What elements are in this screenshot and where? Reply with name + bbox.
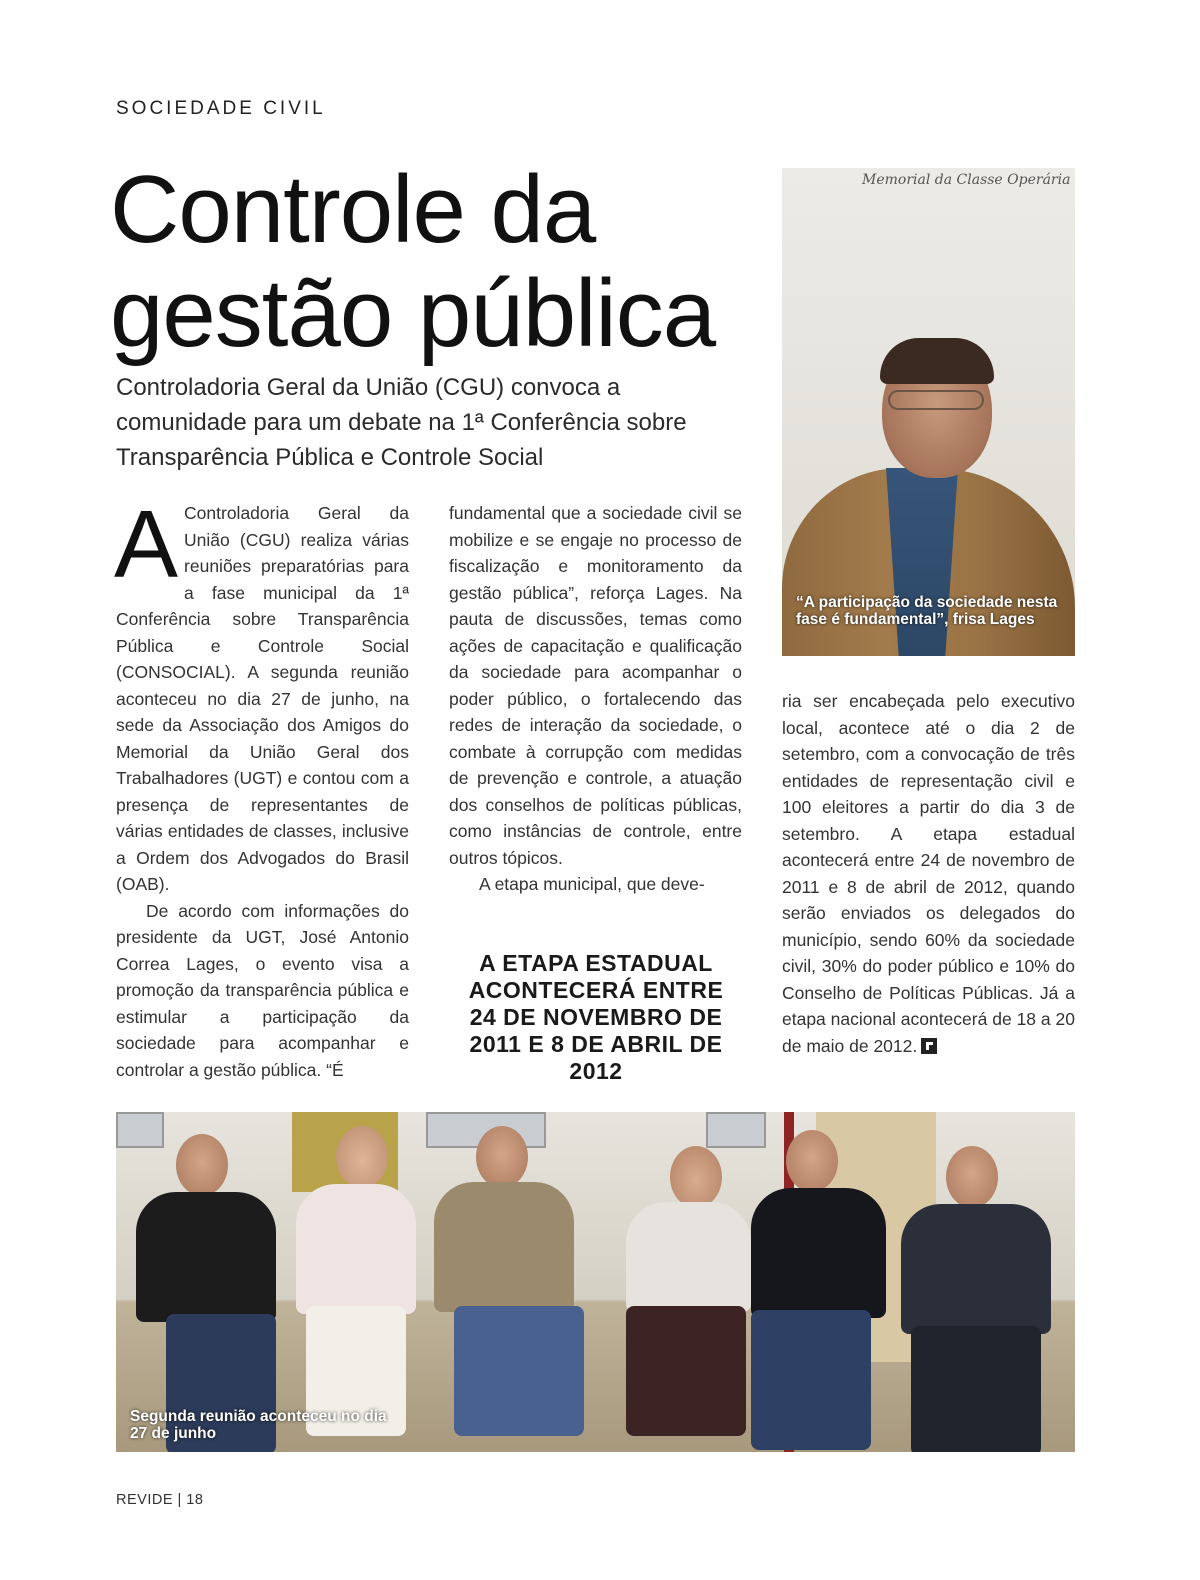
window-shape bbox=[706, 1112, 766, 1148]
article-subtitle: Controladoria Geral da União (CGU) convoca a comunidade para um debate na 1ª Conferência sobre Transparência Pública e Controle Social bbox=[116, 374, 687, 471]
text-column-3 bbox=[782, 688, 1075, 1059]
person-head bbox=[176, 1134, 228, 1196]
hair-shape bbox=[880, 338, 994, 384]
paragraph bbox=[114, 491, 409, 898]
end-mark-icon bbox=[921, 1038, 937, 1054]
person-torso bbox=[434, 1182, 574, 1312]
title-line-2: gestão pública bbox=[110, 260, 716, 367]
person-torso bbox=[296, 1184, 416, 1314]
pull-quote: A ETAPA ESTADUAL ACONTECERÁ ENTRE 24 DE NOVEMBRO DE 2011 E 8 DE ABRIL DE 2012 bbox=[468, 950, 724, 1084]
person-head bbox=[476, 1126, 528, 1188]
section-label: SOCIEDADE CIVIL bbox=[116, 98, 326, 119]
person-legs bbox=[454, 1306, 584, 1436]
paragraph-text: ria ser encabeçada pelo executivo local, acontece até o dia 2 de setembro, com a convocação de três entidades de representação civil e 100 eleitores a partir do dia 3 de setembro. A etapa estadual acontecerá entre 24 de novembro de 2011 e 8 de abril de 2012, quando serão enviados os delegados do município, sendo 60% da sociedade civil, 30% do poder público e 10% do Conselho de Políticas Públicas. Já a etapa nacional acontecerá de 18 a 20 de maio de 2012. bbox=[782, 691, 1075, 1056]
person-legs bbox=[751, 1310, 871, 1450]
paragraph: fundamental que a sociedade civil se mobilize e se engaje no processo de fiscalização e monitoramento da gestão pública”, reforça Lages. Na pauta de discussões, temas como ações de capacitação e qualificação da sociedade para acompanhar o poder público, o fortalecendo das redes de interação da sociedade, o combate à corrupção com medidas de prevenção e controle, a atuação dos conselhos de políticas públicas, como instâncias de controle, entre outros tópicos. bbox=[449, 503, 742, 868]
person-legs bbox=[626, 1306, 746, 1436]
article-title bbox=[110, 158, 770, 366]
portrait-caption: “A participação da sociedade nesta fase é fundamental”, frisa Lages bbox=[796, 594, 1058, 628]
person-torso bbox=[751, 1188, 886, 1318]
text-column-1 bbox=[114, 491, 409, 1083]
paragraph: A etapa municipal, que deve- bbox=[479, 874, 705, 894]
drop-cap: A bbox=[114, 491, 179, 598]
photo-banner-text: Memorial da Classe Operária bbox=[862, 172, 1071, 188]
paragraph: De acordo com informações do presidente da UGT, José Antonio Correa Lages, o evento visa a promoção da transparência pública e estimular a participação da sociedade para acompanhar e controlar a gestão pública. “É bbox=[116, 900, 409, 1080]
title-line-1: Controle da bbox=[110, 156, 596, 263]
person-legs bbox=[911, 1326, 1041, 1452]
person-head bbox=[946, 1146, 998, 1208]
text-column-2 bbox=[449, 500, 742, 898]
glasses-shape bbox=[888, 390, 984, 410]
portrait-photo bbox=[782, 168, 1075, 656]
person-torso bbox=[901, 1204, 1051, 1334]
person-head bbox=[786, 1130, 838, 1192]
page-footer: REVIDE | 18 bbox=[116, 1492, 204, 1508]
person-torso bbox=[136, 1192, 276, 1322]
paragraph bbox=[782, 688, 1075, 1059]
group-photo-caption: Segunda reunião aconteceu no dia 27 de junho bbox=[130, 1408, 387, 1442]
paragraph-text: Controladoria Geral da União (CGU) realiza várias reuniões preparatórias para a fase municipal da 1ª Conferência sobre Transparência Pública e Controle Social (CONSOCIAL). A segunda reunião aconteceu no dia 27 de junho, na sede da Associação dos Amigos do Memorial da União Geral dos Trabalhadores (UGT) e contou com a presença de representantes de várias entidades de classes, inclusive a Ordem dos Advogados do Brasil (OAB). bbox=[116, 503, 409, 894]
person-head bbox=[670, 1146, 722, 1208]
window-shape bbox=[116, 1112, 164, 1148]
person-head bbox=[336, 1126, 388, 1188]
group-photo bbox=[116, 1112, 1075, 1452]
person-torso bbox=[626, 1202, 751, 1312]
